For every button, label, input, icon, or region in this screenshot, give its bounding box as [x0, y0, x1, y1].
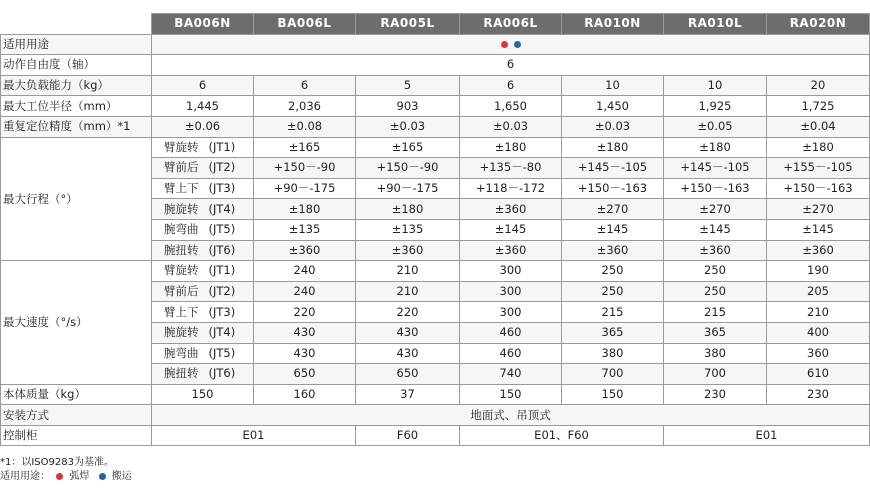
table-cell: 700 [562, 364, 664, 385]
table-cell: 215 [562, 302, 664, 323]
row-label: 本体质量（kg） [1, 384, 152, 405]
table-cell: ±0.03 [562, 116, 664, 137]
table-cell: ±0.06 [152, 116, 254, 137]
dof-value: 6 [152, 55, 870, 76]
axis-name: 腕旋转 [164, 325, 199, 340]
table-cell: 650 [356, 364, 460, 385]
usage-legend-item: 弧焊 [69, 471, 90, 482]
travel-row [1, 137, 870, 158]
iso-footnote: *1：以ISO9283为基准。 [0, 457, 114, 468]
axis-label [152, 199, 254, 220]
table-cell: +90－-175 [254, 178, 356, 199]
table-cell: 210 [356, 261, 460, 282]
table-cell: 150 [562, 384, 664, 405]
table-cell: +90－-175 [356, 178, 460, 199]
table-cell: 300 [460, 281, 562, 302]
table-cell: ±0.03 [460, 116, 562, 137]
table-cell: ±180 [562, 137, 664, 158]
axis-jt: (JT1) [208, 263, 236, 278]
axis-name: 臂上下 [164, 181, 199, 196]
axis-label [152, 240, 254, 261]
dof-row [1, 55, 870, 76]
table-cell: 5 [356, 75, 460, 96]
table-cell: 903 [356, 96, 460, 117]
table-cell: 1,445 [152, 96, 254, 117]
table-cell: 210 [767, 302, 870, 323]
table-cell: 250 [562, 281, 664, 302]
axis-jt: (JT4) [208, 201, 236, 216]
axis-jt: (JT4) [208, 325, 236, 340]
table-cell: ±165 [356, 137, 460, 158]
table-cell: ±145 [562, 219, 664, 240]
axis-label [152, 302, 254, 323]
table-cell: ±0.05 [664, 116, 767, 137]
table-cell: 360 [767, 343, 870, 364]
axis-label [152, 158, 254, 179]
table-cell: 1,725 [767, 96, 870, 117]
arc-welding-dot-icon [501, 41, 508, 48]
header-blank-cell [1, 14, 152, 35]
table-cell: 215 [664, 302, 767, 323]
table-cell: 205 [767, 281, 870, 302]
table-cell: ±180 [460, 137, 562, 158]
axis-name: 腕扭转 [164, 242, 199, 257]
axis-label [152, 261, 254, 282]
axis-name: 臂上下 [164, 304, 199, 319]
table-cell: ±270 [562, 199, 664, 220]
axis-name: 臂旋转 [164, 139, 199, 154]
arc-welding-dot-icon [56, 473, 63, 480]
controller-value: E01 [664, 425, 870, 446]
table-cell: ±360 [460, 199, 562, 220]
table-cell: 380 [562, 343, 664, 364]
row-label: 适用用途 [1, 34, 152, 55]
travel-group-label: 最大行程（°） [1, 137, 152, 261]
speed-group-label: 最大速度（°/s） [1, 261, 152, 385]
table-cell: ±270 [767, 199, 870, 220]
table-cell: 430 [356, 343, 460, 364]
axis-jt: (JT2) [208, 160, 236, 175]
controller-row [1, 425, 870, 446]
handling-dot-icon [99, 473, 106, 480]
model-header: RA020N [767, 14, 870, 35]
model-header-row [1, 14, 870, 35]
axis-name: 臂旋转 [164, 263, 199, 278]
table-cell: 2,036 [254, 96, 356, 117]
axis-label [152, 322, 254, 343]
table-cell: ±135 [356, 219, 460, 240]
table-cell: 10 [562, 75, 664, 96]
controller-value: E01、F60 [460, 425, 664, 446]
table-cell: +118－-172 [460, 178, 562, 199]
table-cell: 430 [254, 343, 356, 364]
usage-legend-item: 搬运 [111, 471, 132, 482]
table-cell: 220 [254, 302, 356, 323]
table-cell: 150 [460, 384, 562, 405]
table-cell: 230 [767, 384, 870, 405]
table-cell: 1,925 [664, 96, 767, 117]
table-cell: +150－-90 [356, 158, 460, 179]
table-cell: ±180 [767, 137, 870, 158]
table-cell: ±180 [254, 199, 356, 220]
table-cell: +155－-105 [767, 158, 870, 179]
table-cell: ±0.03 [356, 116, 460, 137]
table-cell: ±145 [664, 219, 767, 240]
speed-row [1, 261, 870, 282]
model-header: RA006L [460, 14, 562, 35]
row-label: 安装方式 [1, 405, 152, 426]
table-cell: ±0.04 [767, 116, 870, 137]
model-header: BA006N [152, 14, 254, 35]
install-row [1, 405, 870, 426]
usage-row [1, 34, 870, 55]
table-cell: 430 [356, 322, 460, 343]
table-cell: 190 [767, 261, 870, 282]
table-cell: 365 [562, 322, 664, 343]
axis-jt: (JT1) [208, 139, 236, 154]
footnotes [0, 456, 132, 484]
table-cell: 1,650 [460, 96, 562, 117]
handling-dot-icon [514, 41, 521, 48]
table-cell: ±0.08 [254, 116, 356, 137]
axis-name: 腕弯曲 [164, 222, 199, 237]
axis-label [152, 137, 254, 158]
table-cell: 6 [152, 75, 254, 96]
table-cell: 300 [460, 261, 562, 282]
axis-label [152, 364, 254, 385]
axis-jt: (JT6) [208, 242, 236, 257]
table-cell: ±360 [356, 240, 460, 261]
table-cell: 37 [356, 384, 460, 405]
table-cell: 650 [254, 364, 356, 385]
axis-name: 腕扭转 [164, 366, 199, 381]
repeatability-row [1, 116, 870, 137]
table-cell: ±360 [460, 240, 562, 261]
table-cell: ±360 [254, 240, 356, 261]
table-cell: 740 [460, 364, 562, 385]
table-cell: ±135 [254, 219, 356, 240]
table-cell: 160 [254, 384, 356, 405]
axis-jt: (JT2) [208, 284, 236, 299]
table-cell: ±180 [356, 199, 460, 220]
table-cell: 700 [664, 364, 767, 385]
usage-icons-cell [152, 34, 870, 55]
table-cell: 365 [664, 322, 767, 343]
table-cell: ±180 [664, 137, 767, 158]
axis-label [152, 281, 254, 302]
usage-legend [0, 470, 132, 484]
table-cell: 150 [152, 384, 254, 405]
table-cell: 6 [254, 75, 356, 96]
reach-row [1, 96, 870, 117]
row-label: 重复定位精度（mm）*1 [1, 116, 152, 137]
table-cell: 460 [460, 343, 562, 364]
table-cell: +150－-163 [664, 178, 767, 199]
table-cell: 250 [664, 281, 767, 302]
table-cell: 300 [460, 302, 562, 323]
table-cell: +135－-80 [460, 158, 562, 179]
axis-label [152, 219, 254, 240]
model-header: BA006L [254, 14, 356, 35]
axis-name: 臂前后 [164, 160, 199, 175]
model-header: RA010L [664, 14, 767, 35]
install-value: 地面式、吊顶式 [152, 405, 870, 426]
mass-row [1, 384, 870, 405]
table-cell: +150－-90 [254, 158, 356, 179]
table-cell: +150－-163 [562, 178, 664, 199]
table-cell: ±270 [664, 199, 767, 220]
payload-row [1, 75, 870, 96]
table-cell: ±360 [767, 240, 870, 261]
table-cell: 610 [767, 364, 870, 385]
table-cell: 10 [664, 75, 767, 96]
table-cell: +145－-105 [664, 158, 767, 179]
table-cell: 240 [254, 281, 356, 302]
table-cell: 430 [254, 322, 356, 343]
model-header: RA005L [356, 14, 460, 35]
table-cell: 230 [664, 384, 767, 405]
model-header: RA010N [562, 14, 664, 35]
controller-value: E01 [152, 425, 356, 446]
table-cell: 240 [254, 261, 356, 282]
table-cell: 250 [562, 261, 664, 282]
table-cell: 380 [664, 343, 767, 364]
axis-jt: (JT3) [208, 181, 236, 196]
table-cell: ±165 [254, 137, 356, 158]
table-cell: 1,450 [562, 96, 664, 117]
row-label: 动作自由度（轴） [1, 55, 152, 76]
table-cell: ±145 [767, 219, 870, 240]
axis-name: 腕弯曲 [164, 345, 199, 360]
table-cell: +145－-105 [562, 158, 664, 179]
axis-label [152, 178, 254, 199]
axis-jt: (JT5) [208, 345, 236, 360]
axis-label [152, 343, 254, 364]
table-cell: 460 [460, 322, 562, 343]
table-cell: ±360 [562, 240, 664, 261]
table-cell: 20 [767, 75, 870, 96]
table-cell: 250 [664, 261, 767, 282]
table-cell: 6 [460, 75, 562, 96]
table-cell: ±360 [664, 240, 767, 261]
table-cell: +150－-163 [767, 178, 870, 199]
axis-name: 臂前后 [164, 284, 199, 299]
table-cell: 210 [356, 281, 460, 302]
table-cell: 220 [356, 302, 460, 323]
row-label: 最大工位半径（mm） [1, 96, 152, 117]
controller-value: F60 [356, 425, 460, 446]
row-label: 控制柜 [1, 425, 152, 446]
table-cell: ±145 [460, 219, 562, 240]
axis-name: 腕旋转 [164, 201, 199, 216]
row-label: 最大负载能力（kg） [1, 75, 152, 96]
usage-legend-prefix: 适用用途： [0, 471, 50, 482]
spec-table [0, 13, 870, 446]
axis-jt: (JT3) [208, 304, 236, 319]
axis-jt: (JT5) [208, 222, 236, 237]
table-cell: 400 [767, 322, 870, 343]
axis-jt: (JT6) [208, 366, 236, 381]
